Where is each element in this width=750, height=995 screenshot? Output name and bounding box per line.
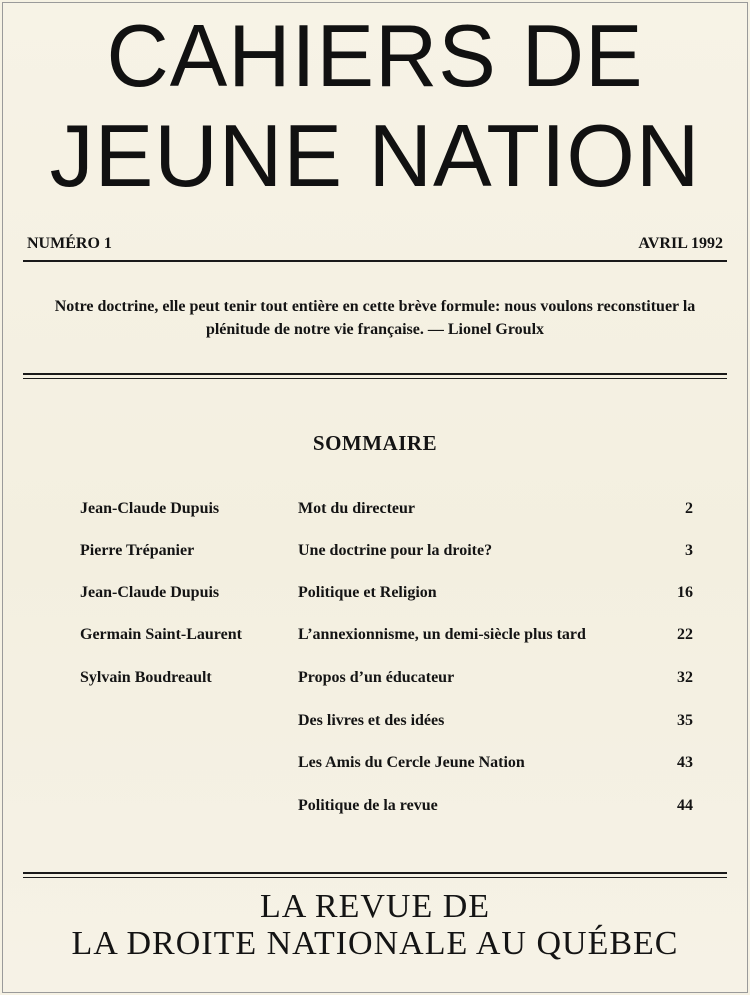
toc-page-number: 35 [677, 712, 693, 729]
toc-title: Mot du directeur [298, 500, 416, 517]
toc-page-number: 2 [685, 500, 693, 517]
toc-title: Politique de la revue [298, 797, 438, 814]
toc-row[interactable] [0, 584, 750, 608]
divider-double-2b [23, 877, 727, 878]
toc-page-number: 32 [677, 669, 693, 686]
masthead-line-2: JEUNE NATION [49, 106, 701, 205]
issue-number: NUMÉRO 1 [27, 235, 112, 252]
toc-row[interactable] [0, 712, 750, 736]
toc-title: Une doctrine pour la droite? [298, 542, 493, 559]
issue-date: AVRIL 1992 [638, 235, 723, 252]
toc-row[interactable] [0, 626, 750, 650]
divider-double-1b [23, 378, 727, 379]
toc-title: Propos d’un éducateur [298, 669, 455, 686]
toc-title: L’annexionnisme, un demi-siècle plus tard [298, 626, 586, 643]
toc-author: Jean-Claude Dupuis [80, 500, 220, 517]
toc-page-number: 16 [677, 584, 693, 601]
toc-page-number: 3 [685, 542, 693, 559]
toc-row[interactable] [0, 542, 750, 566]
toc-row[interactable] [0, 797, 750, 821]
toc-author: Germain Saint-Laurent [80, 626, 242, 643]
toc-row[interactable] [0, 500, 750, 524]
divider-double-2a [23, 872, 727, 874]
masthead-line-1: CAHIERS DE [106, 6, 644, 105]
toc-author: Pierre Trépanier [80, 542, 195, 559]
divider-top [23, 260, 727, 262]
epigraph-quote: Notre doctrine, elle peut tenir tout entière en cette brève formule: nous voulons reconstituer la plénitude de notre vie française. — Lionel Groulx [54, 298, 696, 338]
footer-line-2: LA DROITE NATIONALE AU QUÉBEC [71, 925, 679, 962]
sommaire-heading: SOMMAIRE [312, 431, 438, 455]
toc-author: Sylvain Boudreault [80, 669, 212, 686]
toc-page-number: 22 [677, 626, 693, 643]
footer-line-1: LA REVUE DE [259, 888, 491, 925]
toc-row[interactable] [0, 669, 750, 693]
toc-row[interactable] [0, 754, 750, 778]
toc-title: Des livres et des idées [298, 712, 445, 729]
divider-double-1a [23, 373, 727, 375]
toc-author: Jean-Claude Dupuis [80, 584, 220, 601]
toc-page-number: 43 [677, 754, 693, 771]
toc-title: Politique et Religion [298, 584, 437, 601]
toc-page-number: 44 [677, 797, 693, 814]
toc-title: Les Amis du Cercle Jeune Nation [298, 754, 525, 771]
